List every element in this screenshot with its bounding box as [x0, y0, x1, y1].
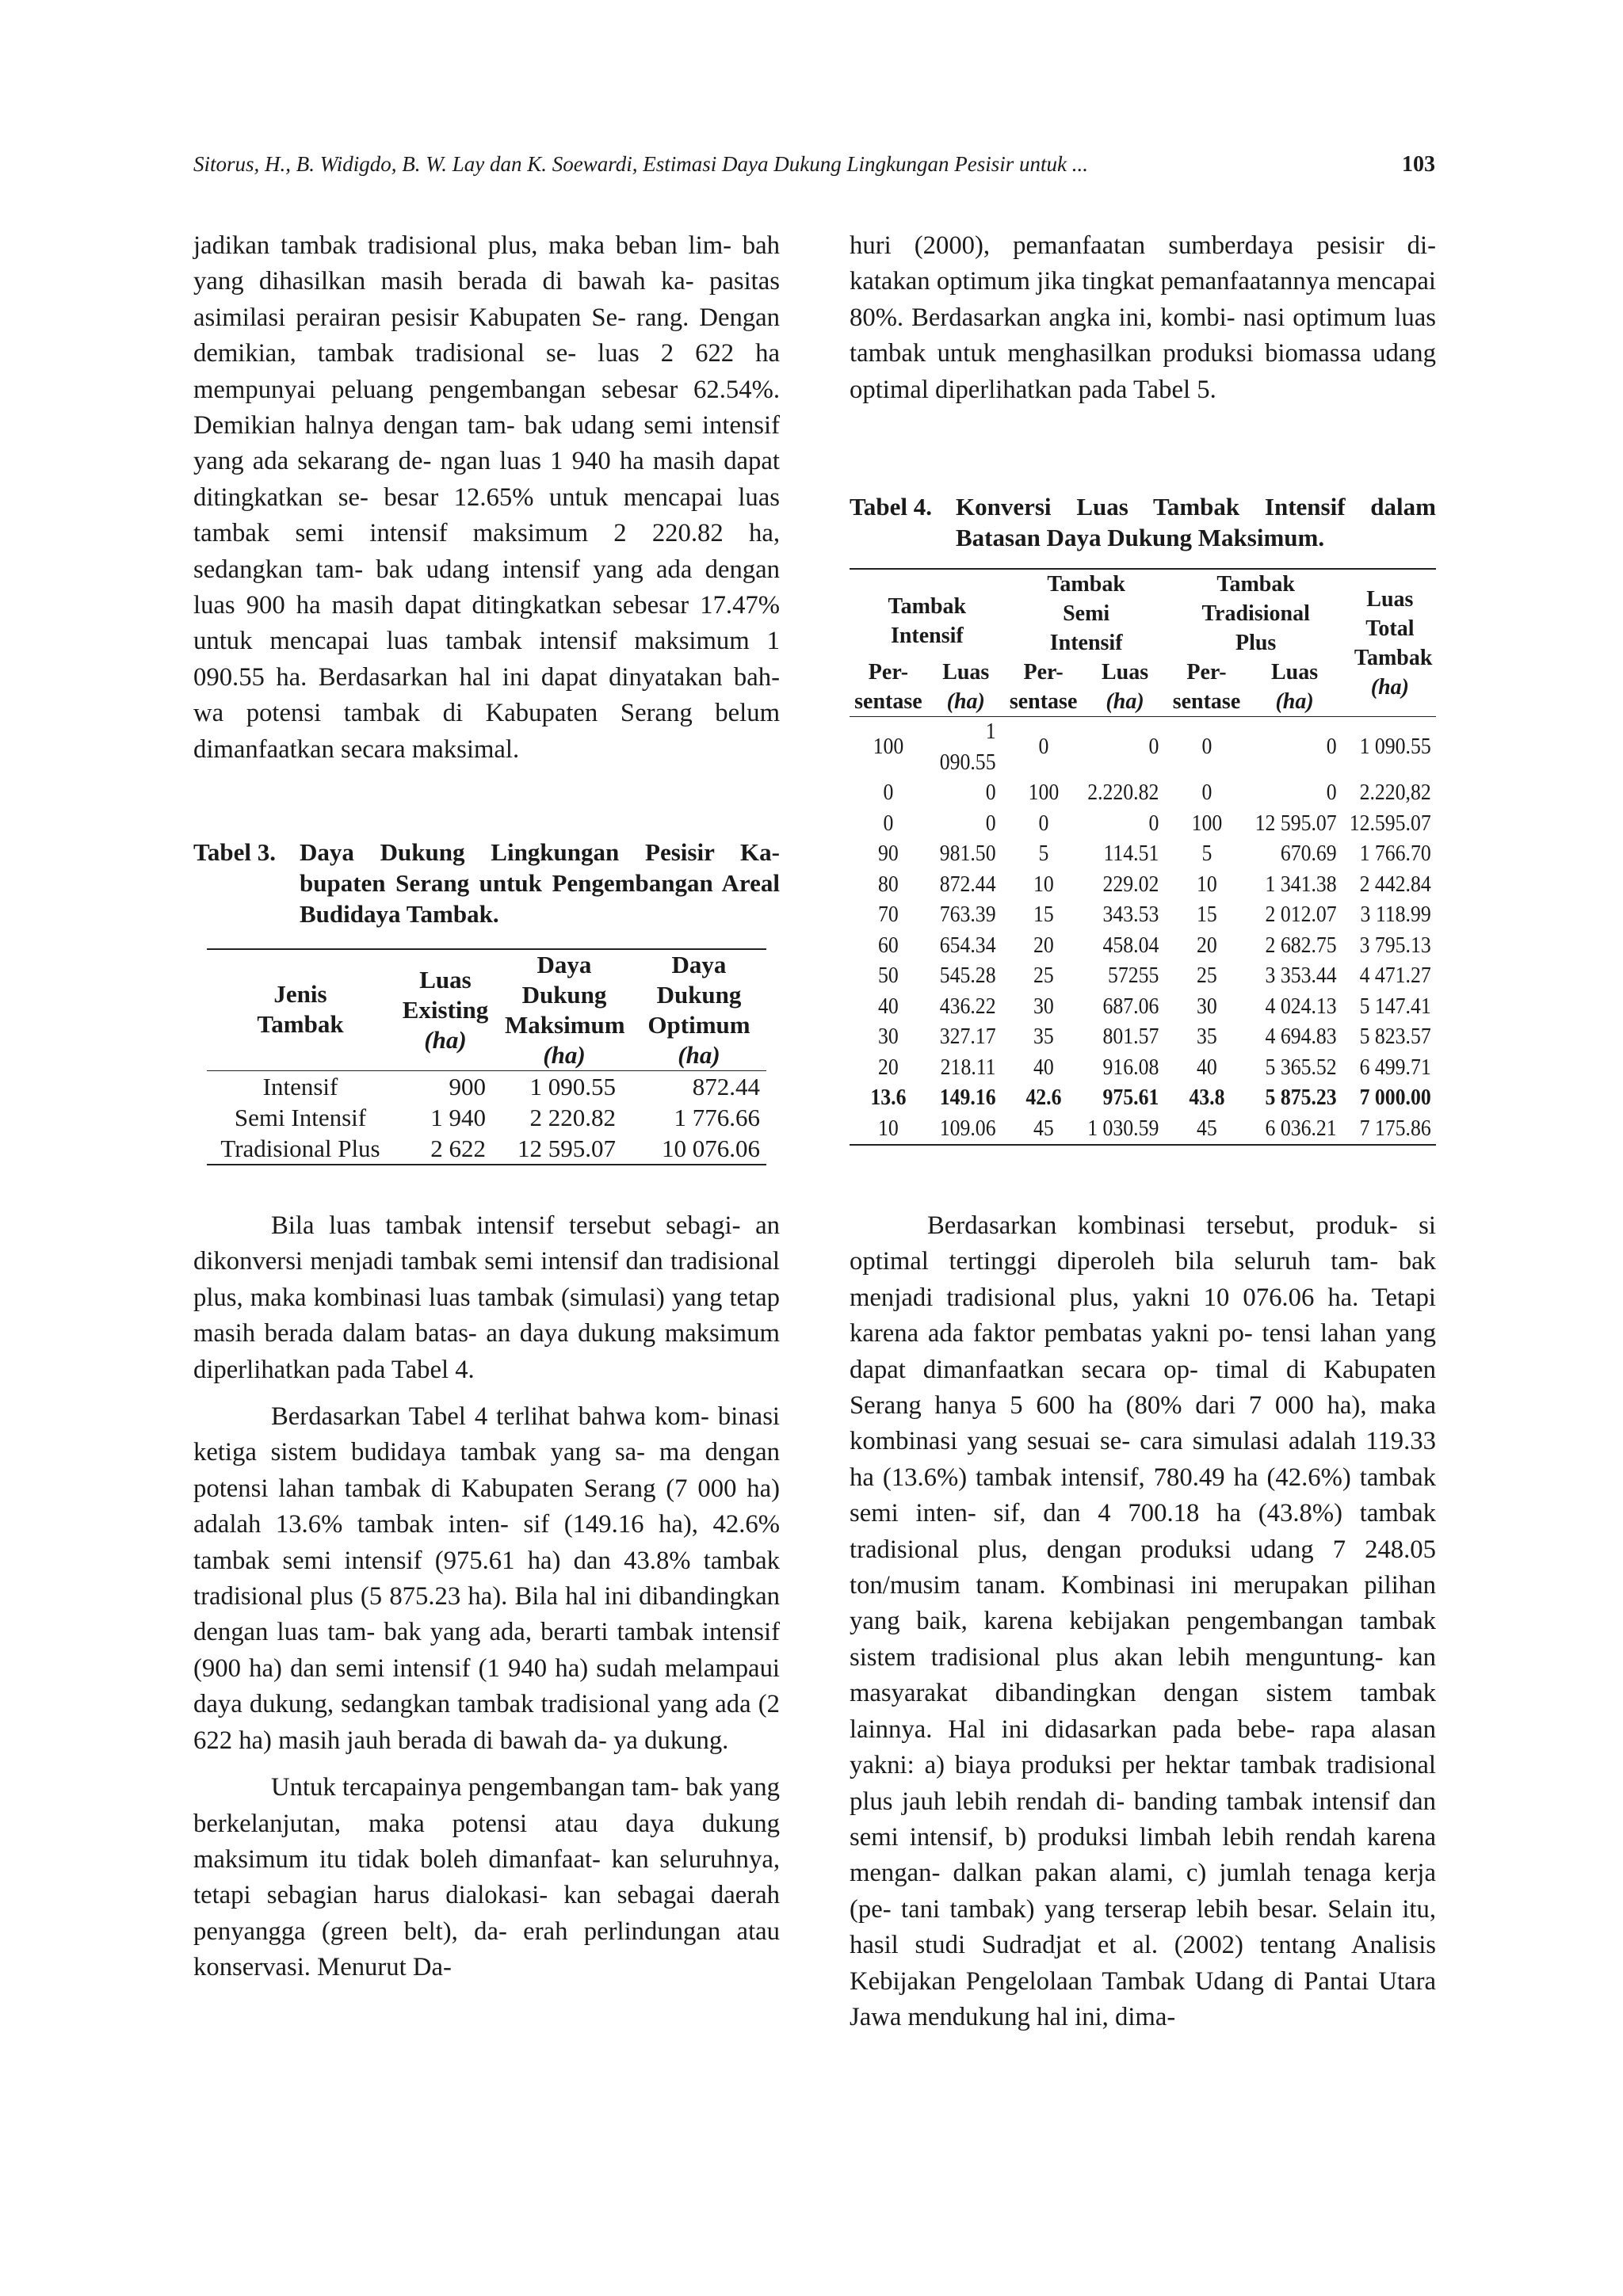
page-number: 103 [1402, 152, 1435, 177]
paragraph: Untuk tercapainya pengembangan tam- bak yang berkelanjutan, maka potensi atau daya dukung maksimum itu tidak boleh dimanfaat- kan seluruhnya, tetapi sebagian harus dialokasi- kan sebagai daerah penyangga (green belt), da- erah perlindungan atau konservasi. Menurut Da- [193, 1773, 780, 1982]
header-luas-existing: Luas Existing [402, 966, 489, 1024]
t4-group-semi [1005, 569, 1168, 658]
header-luas-unit: (ha) [424, 1026, 467, 1054]
sub-header-text: Luas [1271, 660, 1319, 685]
table-cell: 114.51 [1102, 841, 1159, 866]
table-cell: 70 [878, 902, 899, 927]
table-cell: 5 147.41 [1359, 994, 1431, 1019]
table3 [207, 948, 766, 1165]
table-cell: 872.44 [939, 871, 996, 897]
table-cell: 4 471.27 [1359, 963, 1431, 988]
table-cell: 43.8 [1188, 1085, 1225, 1110]
table-row [850, 809, 1436, 840]
t4-group-tradisional [1168, 569, 1344, 658]
table-row [207, 1102, 766, 1133]
table-cell: 12 595.07 [517, 1135, 616, 1162]
table-cell: 50 [878, 963, 899, 988]
header-daya-maksimum: Daya Dukung Maksimum [505, 951, 625, 1039]
t4-sub-luas [927, 658, 1005, 717]
header-jenis-tambak: Jenis Tambak [257, 980, 344, 1038]
table-cell: 10 [878, 1116, 899, 1141]
table-cell: 801.57 [1102, 1024, 1159, 1049]
group-header-text: Tambak Tradisional Plus [1201, 572, 1310, 655]
table-cell: 2 682.75 [1265, 933, 1338, 958]
table-row [850, 961, 1436, 992]
table-row [850, 1022, 1436, 1053]
table-cell: Intensif [262, 1073, 338, 1100]
table-cell: 1 090.55 [1359, 734, 1431, 760]
table-cell: 2 442.84 [1359, 871, 1431, 897]
table-cell: 1 090.55 [939, 719, 996, 775]
table-cell: 100 [1028, 780, 1059, 805]
sub-header-text: Luas [942, 660, 990, 685]
table-cell: 30 [878, 1024, 899, 1049]
table-cell: 40 [1196, 1055, 1217, 1080]
table4 [850, 568, 1436, 1146]
group-header-text: Tambak Semi Intensif [1047, 572, 1125, 655]
table-cell: 0 [985, 780, 996, 805]
table-cell: 2 220.82 [529, 1104, 616, 1131]
table4-body [850, 717, 1436, 1146]
table3-header-maks [497, 949, 632, 1071]
table-cell: 6 499.71 [1359, 1055, 1431, 1080]
table-cell: 20 [1033, 933, 1054, 958]
table-cell: 7 175.86 [1359, 1116, 1431, 1141]
table-cell: 57255 [1107, 963, 1159, 988]
left-top-paragraph: jadikan tambak tradisional plus, maka beban lim- bah yang dihasilkan masih berada di bawah ka- pasitas asimilasi perairan pesisir Kabupaten Se- rang. Dengan demikian, tambak tradisional se- luas 2 622 ha mempunyai peluang pengembangan sebesar 62.54%. Demikian halnya dengan tam- bak udang semi intensif yang ada sekarang de- ngan luas 1 940 ha masih dapat ditingkatkan se- besar 12.65% untuk mencapai luas tambak semi intensif maksimum 2 220.82 ha, sedangkan tam- bak udang intensif yang ada dengan luas 900 ha masih dapat ditingkatkan sebesar 17.47% untuk mencapai luas tambak intensif maksimum 1 090.55 ha. Berdasarkan hal ini dapat dinyatakan bah- wa potensi tambak di Kabupaten Serang belum dimanfaatkan secara maksimal. [193, 231, 780, 764]
table3-header-jenis [207, 949, 394, 1071]
t4-sub-persen [850, 658, 927, 717]
table3-wrapper [193, 948, 780, 1165]
table-cell: 2.220.82 [1086, 780, 1159, 805]
table3-header-optimum [632, 949, 766, 1071]
table-cell: 40 [878, 994, 899, 1019]
sub-header-unit: (ha) [1275, 689, 1314, 714]
table-cell: 458.04 [1102, 933, 1159, 958]
table-cell: 916.08 [1102, 1055, 1159, 1080]
table-cell: 687.06 [1102, 994, 1159, 1019]
table-cell: 1 766.70 [1359, 841, 1431, 866]
header-maks-unit: (ha) [543, 1041, 586, 1069]
table-cell: 763.39 [939, 902, 996, 927]
table-row [850, 717, 1436, 779]
table-cell: 5 [1038, 841, 1049, 866]
table3-caption [193, 837, 780, 929]
table-row [207, 1133, 766, 1165]
sub-header-text: Luas [1101, 660, 1149, 685]
table-cell: 2 012.07 [1265, 902, 1338, 927]
table-cell: 30 [1033, 994, 1054, 1019]
table-cell: 5 [1201, 841, 1212, 866]
table-cell: 0 [883, 810, 894, 836]
table-cell: 2.220,82 [1359, 780, 1431, 805]
table4-wrapper [850, 568, 1436, 1146]
table-cell: 0 [1327, 734, 1338, 760]
table-cell: 4 024.13 [1265, 994, 1338, 1019]
table-cell: 5 365.52 [1265, 1055, 1338, 1080]
table-cell: 872.44 [692, 1073, 760, 1100]
table-row [207, 1071, 766, 1103]
table-cell: 40 [1033, 1055, 1054, 1080]
t4-sub-persen [1005, 658, 1083, 717]
table-cell: 1 341.38 [1265, 871, 1338, 897]
table-cell: 1 090.55 [529, 1073, 616, 1100]
table-cell: 5 823.57 [1359, 1024, 1431, 1049]
table-cell: 1 776.66 [674, 1104, 760, 1131]
table-cell: 2 622 [430, 1135, 486, 1162]
table-row [850, 900, 1436, 931]
table-cell: 7 000.00 [1359, 1085, 1431, 1110]
table-row [850, 1053, 1436, 1084]
group-header-text: Tambak Intensif [888, 593, 967, 648]
table-cell: 25 [1033, 963, 1054, 988]
header-optimum-unit: (ha) [678, 1041, 720, 1069]
table-cell: 12 595.07 [1255, 810, 1338, 836]
table-cell: 0 [1038, 810, 1049, 836]
table-cell: 4 694.83 [1265, 1024, 1338, 1049]
table-cell: 35 [1033, 1024, 1054, 1049]
table3-caption-block [193, 837, 780, 929]
running-header: Sitorus, H., B. Widigdo, B. W. Lay dan K. Soewardi, Estimasi Daya Dukung Lingkungan Pesisir untuk ... [193, 152, 1088, 176]
table-cell: 0 [1327, 780, 1338, 805]
table-cell: 13.6 [870, 1085, 907, 1110]
table4-caption-block [850, 491, 1436, 553]
paragraph: Bila luas tambak intensif tersebut sebagi- an dikonversi menjadi tambak semi intensif dan tradisional plus, maka kombinasi luas tambak (simulasi) yang tetap masih berada dalam batas- an daya dukung maksimum diperlihatkan pada Tabel 4. [193, 1211, 780, 1384]
right-bottom-text [850, 1208, 1436, 2035]
sub-header-text: Per- sentase [1172, 660, 1241, 714]
table3-label: Tabel 3. [193, 838, 276, 866]
table-cell: 327.17 [939, 1024, 996, 1049]
table-row [850, 839, 1436, 870]
table-cell: 10 [1033, 871, 1054, 897]
table-cell: 10 [1196, 871, 1217, 897]
table-cell: 109.06 [939, 1116, 996, 1141]
t4-header-total [1344, 569, 1436, 717]
table-cell: 0 [1201, 734, 1212, 760]
table-cell: 100 [1191, 810, 1222, 836]
table-cell: 5 875.23 [1265, 1085, 1338, 1110]
table-cell: 45 [1033, 1116, 1054, 1141]
table-cell: 0 [1201, 780, 1212, 805]
table-row [850, 778, 1436, 809]
table-cell: Tradisional Plus [220, 1135, 380, 1162]
group-header-text: Luas Total Tambak [1354, 586, 1433, 670]
table-cell: 229.02 [1102, 871, 1159, 897]
table4-title: Konversi Luas Tambak Intensif dalam Batasan Daya Dukung Maksimum. [956, 493, 1436, 551]
table-cell: 60 [878, 933, 899, 958]
table-cell: 30 [1196, 994, 1217, 1019]
table-cell: 80 [878, 871, 899, 897]
left-bottom-text [193, 1208, 780, 1986]
table-cell: 10 076.06 [662, 1135, 760, 1162]
right-top-paragraph: huri (2000), pemanfaatan sumberdaya pesisir di- katakan optimum jika tingkat pemanfaatannya mencapai 80%. Berdasarkan angka ini, kombi- nasi optimum luas tambak untuk menghasilkan produksi biomassa udang optimal diperlihatkan pada Tabel 5. [850, 231, 1436, 404]
table-cell: 0 [1038, 734, 1049, 760]
table-row [850, 1083, 1436, 1114]
table-cell: 900 [449, 1073, 486, 1100]
table-cell: 545.28 [939, 963, 996, 988]
table4-caption [850, 491, 1436, 553]
table-cell: 1 030.59 [1086, 1116, 1159, 1141]
table-cell: 15 [1033, 902, 1054, 927]
paragraph: Berdasarkan Tabel 4 terlihat bahwa kom- binasi ketiga sistem budidaya tambak yang sa- ma dengan potensi lahan tambak di Kabupaten Serang (7 000 ha) adalah 13.6% tambak inten- sif (149.16 ha), 42.6% tambak semi intensif (975.61 ha) dan 43.8% tambak tradisional plus (5 875.23 ha). Bila hal ini dibandingkan dengan luas tam- bak yang ada, berarti tambak intensif (900 ha) dan semi intensif (1 940 ha) sudah melampaui daya dukung, sedangkan tambak tradisional yang ada (2 622 ha) masih jauh berada di bawah da- ya dukung. [193, 1402, 780, 1755]
table-cell: 3 118.99 [1360, 902, 1431, 927]
t4-sub-persen [1168, 658, 1246, 717]
table-cell: 0 [883, 780, 894, 805]
table-cell: 42.6 [1025, 1085, 1062, 1110]
table-cell: 0 [985, 810, 996, 836]
group-header-unit: (ha) [1370, 674, 1409, 700]
table-cell: 45 [1196, 1116, 1217, 1141]
sub-header-unit: (ha) [1106, 689, 1144, 714]
header-daya-optimum: Daya Dukung Optimum [647, 951, 750, 1039]
table-cell: 149.16 [939, 1085, 996, 1110]
t4-group-intensif [850, 569, 1005, 658]
table-cell: 20 [878, 1055, 899, 1080]
table3-header-luas [394, 949, 497, 1071]
table-cell: 3 353.44 [1265, 963, 1338, 988]
table-cell: 3 795.13 [1359, 933, 1431, 958]
table-cell: Semi Intensif [234, 1104, 367, 1131]
table4-label: Tabel 4. [850, 493, 932, 521]
table-cell: 436.22 [939, 994, 996, 1019]
table-cell: 90 [878, 841, 899, 866]
sub-header-text: Per- sentase [1009, 660, 1078, 714]
t4-sub-luas [1245, 658, 1343, 717]
table-cell: 6 036.21 [1265, 1116, 1338, 1141]
table-cell: 343.53 [1102, 902, 1159, 927]
t4-sub-luas [1083, 658, 1168, 717]
table-cell: 975.61 [1102, 1085, 1159, 1110]
table-cell: 654.34 [939, 933, 996, 958]
table-cell: 100 [873, 734, 904, 760]
table-cell: 0 [1148, 810, 1159, 836]
table-cell: 35 [1196, 1024, 1217, 1049]
table-cell: 15 [1196, 902, 1217, 927]
table-cell: 25 [1196, 963, 1217, 988]
table-cell: 670.69 [1281, 841, 1338, 866]
table-row [850, 931, 1436, 962]
table-cell: 1 940 [430, 1104, 486, 1131]
table-row [850, 870, 1436, 901]
table-row [850, 992, 1436, 1023]
table3-title: Daya Dukung Lingkungan Pesisir Ka- bupaten Serang untuk Pengembangan Areal Budidaya Tambak. [300, 838, 780, 928]
table-cell: 0 [1148, 734, 1159, 760]
table-cell: 12.595.07 [1349, 810, 1431, 836]
sub-header-unit: (ha) [946, 689, 985, 714]
table-cell: 20 [1196, 933, 1217, 958]
table-cell: 981.50 [939, 841, 996, 866]
paragraph: Berdasarkan kombinasi tersebut, produk- si optimal tertinggi diperoleh bila seluruh tam- bak menjadi tradisional plus, yakni 10 076.06 ha. Tetapi karena ada faktor pembatas yakni po- tensi lahan yang dapat dimanfaatkan secara op- timal di Kabupaten Serang hanya 5 600 ha (80% dari 7 000 ha), maka kombinasi yang sesuai se- cara simulasi adalah 119.33 ha (13.6%) tambak intensif, 780.49 ha (42.6%) tambak semi inten- sif, dan 4 700.18 ha (43.8%) tambak tradisional plus, dengan produksi udang 7 248.05 ton/musim tanam. Kombinasi ini merupakan pilihan yang baik, karena kebijakan pengembangan tambak sistem tradisional plus akan lebih menguntung- kan masyarakat dibandingkan dengan sistem tambak lainnya. Hal ini didasarkan pada bebe- rapa alasan yakni: a) biaya produksi per hektar tambak tradisional plus jauh lebih rendah di- banding tambak intensif dan semi intensif, b) produksi limbah lebih rendah karena mengan- dalkan pakan alami, c) jumlah tenaga kerja (pe- tani tambak) yang terserap lebih besar. Selain itu, hasil studi Sudradjat et al. (2002) tentang Analisis Kebijakan Pengelolaan Tambak Udang di Pantai Utara Jawa mendukung hal ini, dima- [850, 1211, 1436, 2031]
table-row [850, 1114, 1436, 1146]
table-cell: 218.11 [940, 1055, 996, 1080]
sub-header-text: Per- sentase [854, 660, 922, 714]
